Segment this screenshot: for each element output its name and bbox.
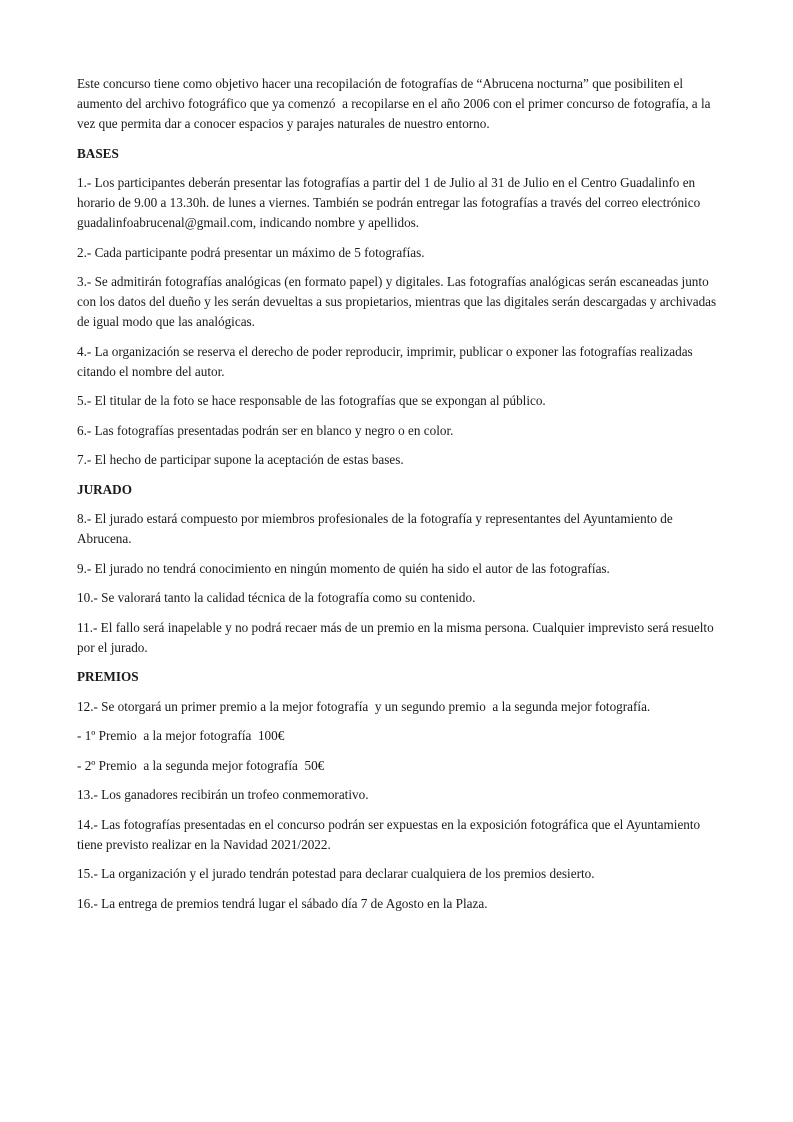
bases-item-5: 5.- El titular de la foto se hace responsable de las fotografías que se expongan al público. xyxy=(77,393,546,408)
bases-item-4: 4.- La organización se reserva el derecho de poder reproducir, imprimir, publicar o exponer las fotografías realizadas citando el nombre del autor. xyxy=(77,343,696,379)
section-heading-jurado: JURADO xyxy=(77,481,132,497)
jurado-item-11: 11.- El fallo será inapelable y no podrá recaer más de un premio en la misma persona. Cualquier imprevisto será resuelto por el jurado. xyxy=(77,619,717,655)
premios-item-16: 16.- La entrega de premios tendrá lugar el sábado día 7 de Agosto en la Plaza. xyxy=(77,895,488,911)
jurado-item-9: 9.- El jurado no tendrá conocimiento en ningún momento de quién ha sido el autor de las fotografías. xyxy=(77,560,610,576)
premios-second-prize: - 2º Premio a la segunda mejor fotografía 50€ xyxy=(77,757,325,773)
bases-item-7: 7.- El hecho de participar supone la aceptación de estas bases. xyxy=(77,452,404,467)
premios-item-12: 12.- Se otorgará un primer premio a la mejor fotografía y un segundo premio a la segunda mejor fotografía. xyxy=(77,698,651,714)
bases-item-6: 6.- Las fotografías presentadas podrán ser en blanco y negro o en color. xyxy=(77,422,454,438)
section-heading-bases: BASES xyxy=(77,145,119,161)
premios-item-13: 13.- Los ganadores recibirán un trofeo conmemorativo. xyxy=(77,787,369,802)
document-body xyxy=(77,74,720,923)
bases-item-3: 3.- Se admitirán fotografías analógicas (en formato papel) y digitales. Las fotografías analógicas serán escaneadas junto con los datos del dueño y les serán devueltas a sus propietarios, mientras que las digitales serán descargadas y archivadas de igual modo que las analógicas. xyxy=(77,274,720,329)
section-heading-premios: PREMIOS xyxy=(77,669,139,684)
premios-first-prize: - 1º Premio a la mejor fotografía 100€ xyxy=(77,728,285,743)
premios-item-14: 14.- Las fotografías presentadas en el concurso podrán ser expuestas en la exposición fotográfica que el Ayuntamiento tiene previsto realizar en la Navidad 2021/2022. xyxy=(77,816,704,852)
intro-paragraph: Este concurso tiene como objetivo hacer una recopilación de fotografías de “Abrucena nocturna” que posibiliten el aumento del archivo fotográfico que ya comenzó a recopilarse en el año 2006 con el primer concurso de fotografía, a la vez que permita dar a conocer espacios y parajes naturales de nuestro entorno. xyxy=(77,76,714,131)
bases-item-2: 2.- Cada participante podrá presentar un máximo de 5 fotografías. xyxy=(77,244,425,260)
bases-item-1: 1.- Los participantes deberán presentar las fotografías a partir del 1 de Julio al 31 de Julio en el Centro Guadalinfo en horario de 9.00 a 13.30h. de lunes a viernes. También se podrán entregar las fotografías a través del correo electrónico guadalinfoabrucenal@gmail.com, indicando nombre y apellidos. xyxy=(77,175,704,230)
premios-item-15: 15.- La organización y el jurado tendrán potestad para declarar cualquiera de los premios desierto. xyxy=(77,866,595,881)
jurado-item-10: 10.- Se valorará tanto la calidad técnica de la fotografía como su contenido. xyxy=(77,590,476,605)
jurado-item-8: 8.- El jurado estará compuesto por miembros profesionales de la fotografía y representantes del Ayuntamiento de Abrucena. xyxy=(77,511,676,546)
